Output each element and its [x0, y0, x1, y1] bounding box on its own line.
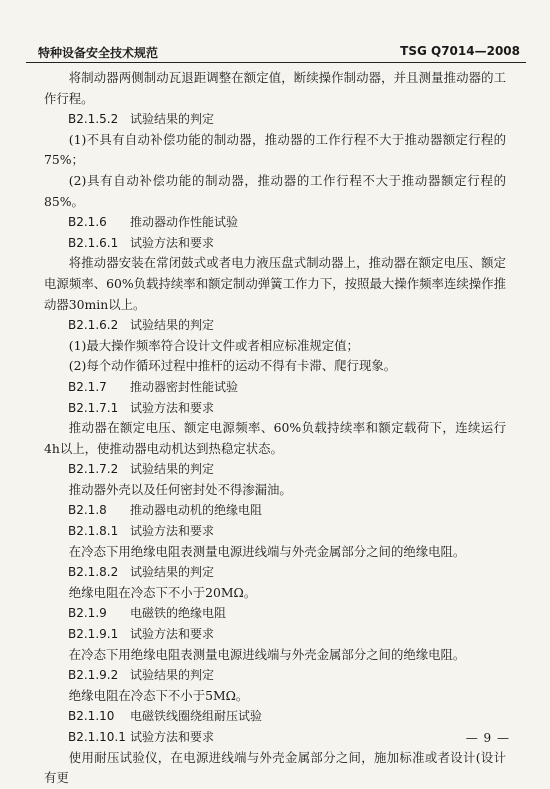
paragraph: 推动器在额定电压、额定电源频率、60%负载持续率和额定载荷下，连续运行4h以上，使推动器电动机达到热稳定状态。 [44, 420, 506, 456]
section-number: B2.1.10 [68, 709, 115, 724]
paragraph: 在冷态下用绝缘电阻表测量电源进线端与外壳金属部分之间的绝缘电阻。 [68, 543, 466, 559]
section-title: 试验结果的判定 [130, 565, 215, 580]
section-title: 试验方法和要求 [130, 730, 215, 744]
section-heading [44, 315, 506, 336]
section-number: B2.1.10.1 [68, 730, 126, 744]
section-heading [44, 398, 506, 419]
section-heading [44, 706, 506, 727]
section-number: B2.1.5.2 [68, 112, 119, 127]
section-heading [44, 624, 506, 645]
section-heading [44, 212, 506, 233]
section-heading [44, 665, 506, 686]
section-title: 推动器动作性能试验 [130, 215, 239, 230]
section-title: 试验方法和要求 [130, 524, 215, 539]
paragraph: 将推动器安装在常闭鼓式或者电力液压盘式制动器上，推动器在额定电压、额定电源频率、60%负载持续率和额定制动弹簧工作力下，按照最大操作频率连续操作推动器30min以上。 [44, 255, 506, 312]
section-title: 试验结果的判定 [130, 668, 215, 683]
section-heading [44, 233, 506, 254]
section-title: 电磁铁的绝缘电阻 [130, 606, 227, 621]
section-number: B2.1.7.2 [68, 462, 119, 477]
header-title: 特种设备安全技术规范 [38, 46, 159, 60]
document-body [44, 68, 506, 789]
section-number: B2.1.9.1 [68, 627, 119, 642]
section-title: 推动器密封性能试验 [130, 379, 239, 394]
paragraph: 使用耐压试验仪，在电源进线端与外壳金属部分之间，施加标准或者设计(设计有更 [44, 749, 506, 786]
paragraph: 绝缘电阻在冷态下不小于20MΩ。 [68, 584, 257, 600]
paragraph: (1)最大操作频率符合设计文件或者相应标准规定值； [68, 337, 359, 353]
paragraph: 将制动器两侧制动瓦退距调整在额定值，断续操作制动器，并且测量推动器的工作行程。 [44, 70, 506, 106]
section-number: B2.1.9 [68, 606, 107, 621]
section-title: 试验方法和要求 [130, 627, 215, 642]
paragraph: 推动器外壳以及任何密封处不得渗漏油。 [68, 481, 292, 497]
page-number: — 9 — [465, 731, 510, 745]
section-heading [44, 521, 506, 542]
section-title: 试验结果的判定 [130, 318, 215, 333]
paragraph: (2)每个动作循环过程中推杆的运动不得有卡滞、爬行现象。 [68, 358, 397, 374]
section-number: B2.1.6 [68, 215, 107, 230]
section-heading [44, 109, 506, 130]
paragraph: 绝缘电阻在冷态下不小于5MΩ。 [68, 687, 249, 703]
section-title: 电磁铁线圈绕组耐压试验 [130, 709, 263, 724]
section-title: 试验结果的判定 [130, 112, 215, 127]
section-number: B2.1.6.1 [68, 235, 119, 250]
section-heading [44, 603, 506, 624]
paragraph: (1)不具有自动补偿功能的制动器，推动器的工作行程不大于推动器额定行程的75%； [44, 131, 506, 168]
section-title: 推动器电动机的绝缘电阻 [130, 503, 263, 518]
section-number: B2.1.7 [68, 379, 107, 394]
page-header [26, 42, 526, 63]
section-number: B2.1.8 [68, 503, 107, 518]
section-heading [44, 562, 506, 583]
section-heading [44, 500, 506, 521]
paragraph: 在冷态下用绝缘电阻表测量电源进线端与外壳金属部分之间的绝缘电阻。 [68, 646, 466, 662]
section-number: B2.1.7.1 [68, 400, 119, 415]
section-number: B2.1.8.1 [68, 524, 119, 539]
section-title: 试验结果的判定 [130, 462, 215, 477]
section-number: B2.1.6.2 [68, 318, 119, 333]
section-title: 试验方法和要求 [130, 235, 215, 250]
section-heading [44, 377, 506, 398]
section-number: B2.1.9.2 [68, 668, 119, 683]
section-heading [44, 459, 506, 480]
section-title: 试验方法和要求 [130, 400, 215, 415]
header-code: TSG Q7014—2008 [400, 44, 520, 58]
paragraph: (2)具有自动补偿功能的制动器，推动器的工作行程不大于推动器额定行程的85%。 [44, 172, 506, 209]
section-heading [44, 727, 506, 748]
section-number: B2.1.8.2 [68, 565, 119, 580]
